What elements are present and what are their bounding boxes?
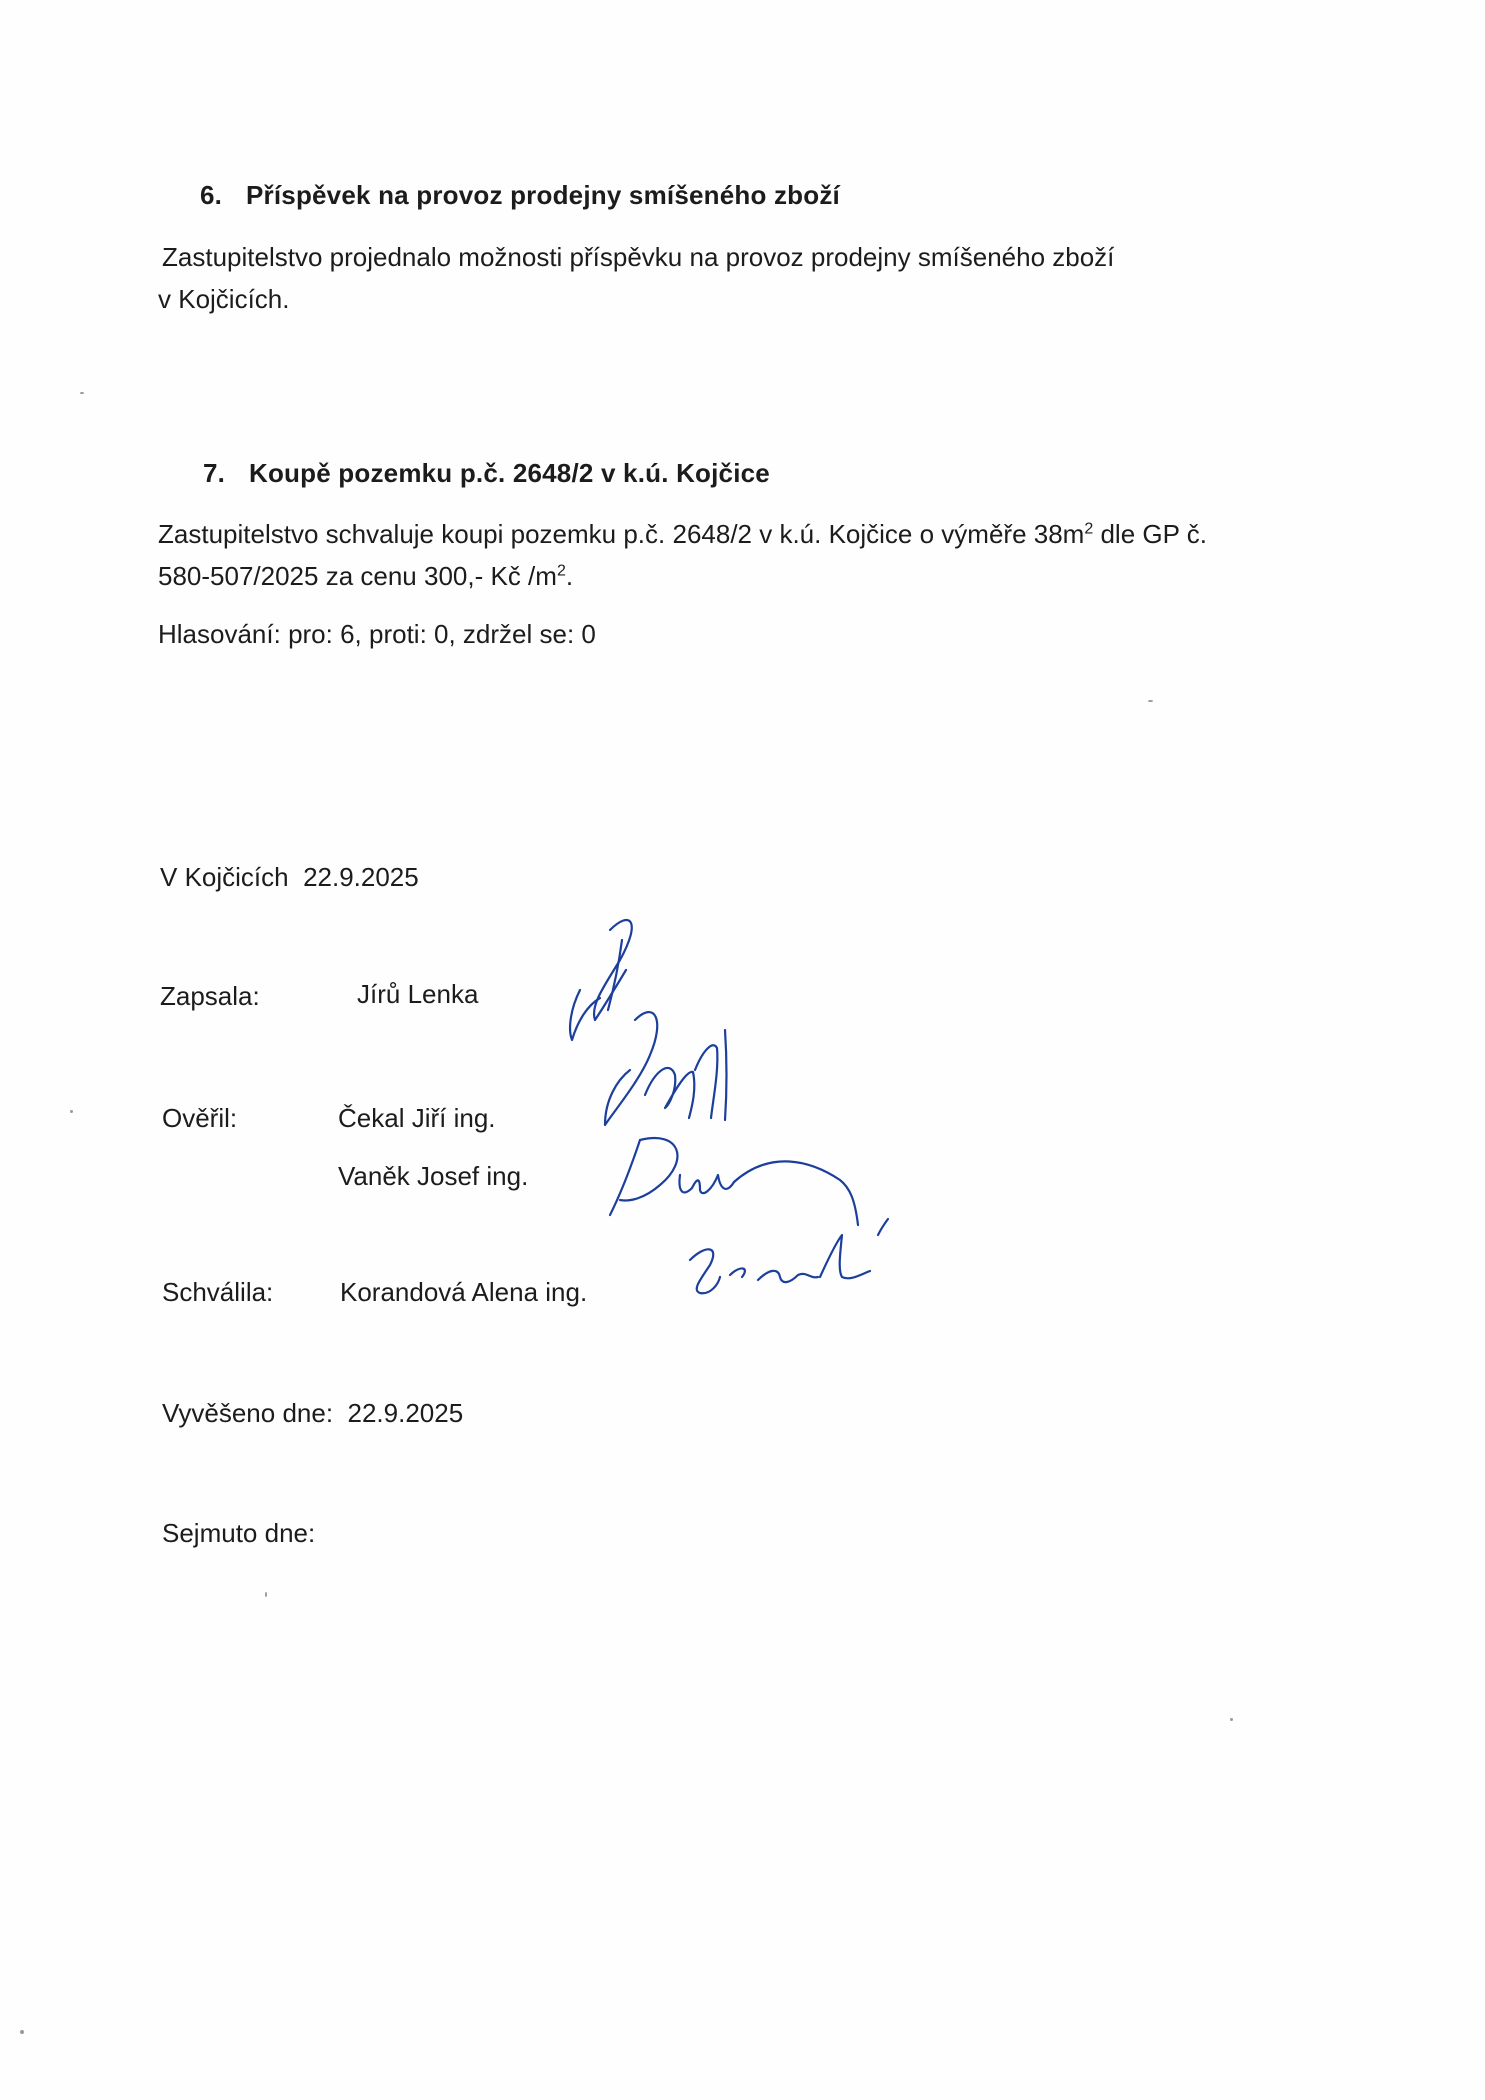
section-7-vote: Hlasování: pro: 6, proti: 0, zdržel se: 0 bbox=[158, 619, 596, 649]
section-7-text-line2 bbox=[158, 555, 573, 597]
section-7-text-line1-main: Zastupitelstvo schvaluje koupi pozemku p.č. 2648/2 v k.ú. Kojčice o výměře 38m bbox=[158, 519, 1085, 549]
section-7-title: Koupě pozemku p.č. 2648/2 v k.ú. Kojčice bbox=[249, 458, 770, 488]
section-7-text-line1 bbox=[158, 513, 1207, 555]
section-6-title: Příspěvek na provoz prodejny smíšeného zboží bbox=[246, 180, 840, 210]
posted-date: 22.9.2025 bbox=[347, 1398, 464, 1428]
section-7-text-line2-end: . bbox=[565, 561, 574, 591]
approved-name: Korandová Alena ing. bbox=[340, 1277, 588, 1307]
price-unit-superscript: 2 bbox=[556, 562, 566, 580]
section-6-heading bbox=[200, 180, 840, 211]
recorded-label: Zapsala: bbox=[160, 981, 260, 1011]
section-7-text-line1-end: dle GP č. bbox=[1093, 519, 1207, 549]
scan-speck bbox=[1148, 700, 1153, 702]
removed-label: Sejmuto dne: bbox=[162, 1518, 316, 1548]
scan-speck bbox=[265, 1592, 267, 1597]
area-unit-superscript: 2 bbox=[1084, 520, 1094, 538]
scan-speck bbox=[80, 392, 84, 394]
posted-line bbox=[162, 1392, 463, 1434]
signature-korandova bbox=[680, 1215, 900, 1315]
place-date bbox=[160, 856, 419, 898]
section-6-text-line2: v Kojčicích. bbox=[158, 284, 290, 314]
section-6-text-line1: Zastupitelstvo projednalo možnosti příspěvku na provoz prodejny smíšeného zboží bbox=[162, 242, 1115, 272]
approved-label: Schválila: bbox=[162, 1277, 274, 1307]
scan-speck bbox=[1230, 1718, 1233, 1721]
section-6-number: 6. bbox=[200, 180, 223, 210]
section-7-number: 7. bbox=[203, 458, 226, 488]
section-7-heading bbox=[203, 458, 770, 489]
section-7-text-line2-main: 580-507/2025 za cenu 300,- Kč /m bbox=[158, 561, 557, 591]
verifier-1-name: Čekal Jiří ing. bbox=[338, 1103, 496, 1133]
verified-label: Ověřil: bbox=[162, 1103, 238, 1133]
place-date-value: 22.9.2025 bbox=[303, 862, 419, 892]
posted-label: Vyvěšeno dne: bbox=[162, 1398, 334, 1428]
recorded-name: Jírů Lenka bbox=[357, 979, 479, 1009]
scan-speck bbox=[70, 1110, 73, 1113]
signature-cekal bbox=[595, 1000, 755, 1130]
verifier-2-name: Vaněk Josef ing. bbox=[338, 1161, 529, 1191]
place-label: V Kojčicích bbox=[160, 862, 289, 892]
scan-speck bbox=[20, 2030, 24, 2034]
